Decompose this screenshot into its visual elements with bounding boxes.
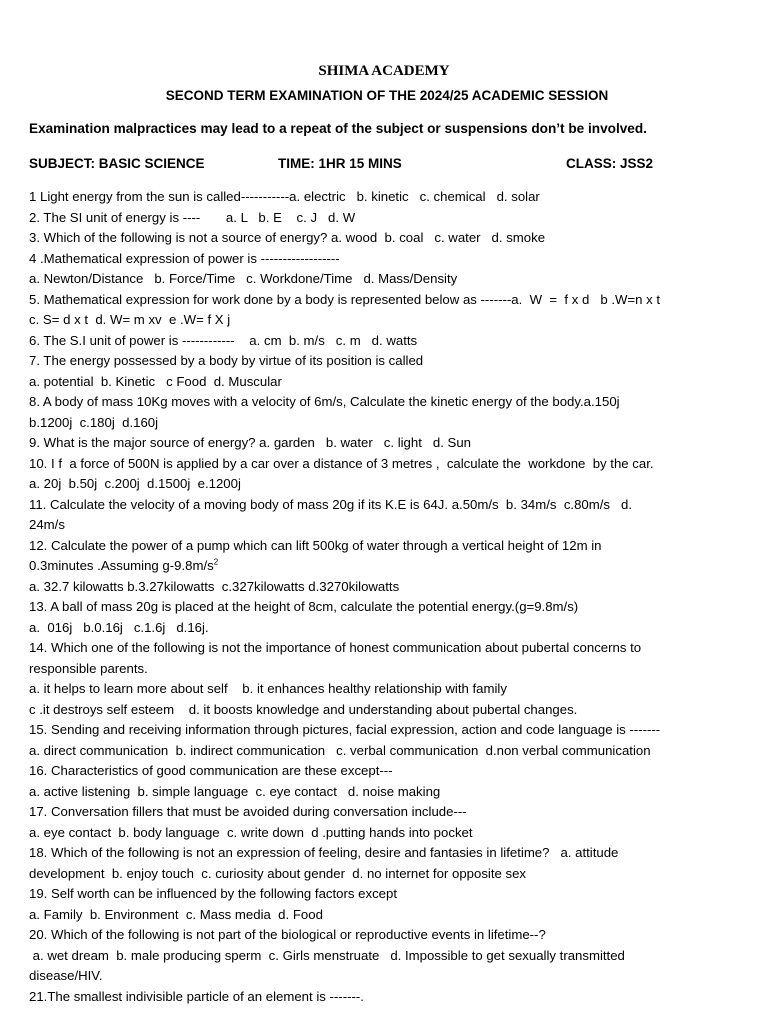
question-line: 7. The energy possessed by a body by virtue of its position is called xyxy=(29,353,424,368)
question-line: c .it destroys self esteem d. it boosts knowledge and understanding about pubertal changes. xyxy=(29,701,578,717)
exam-title: SECOND TERM EXAMINATION OF THE 2024/25 ACADEMIC SESSION xyxy=(165,88,609,103)
question-line: c. S= d x t d. W= m xv e .W= f X j xyxy=(29,312,231,327)
question-line: disease/HIV. xyxy=(29,968,103,983)
question-line: 3. Which of the following is not a source of energy? a. wood b. coal c. water d. smoke xyxy=(29,230,546,245)
question-line: a. 20j b.50j c.200j d.1500j e.1200j xyxy=(29,476,241,491)
question-line xyxy=(29,556,759,577)
question-line: a. direct communication b. indirect communication c. verbal communication d.non verbal communication xyxy=(29,742,651,758)
class-label: CLASS: JSS2 xyxy=(566,156,654,171)
question-line: 14. Which one of the following is not the importance of honest communication about pubertal concerns to xyxy=(29,640,642,655)
question-line: a. wet dream b. male producing sperm c. Girls menstruate d. Impossible to get sexually transmitted xyxy=(29,947,625,963)
question-line: 21.The smallest indivisible particle of an element is -------. xyxy=(29,988,364,1004)
question-line: a. 32.7 kilowatts b.3.27kilowatts c.327kilowatts d.3270kilowatts xyxy=(29,578,400,594)
question-line: 24m/s xyxy=(29,517,65,532)
superscript-exponent: 2 xyxy=(213,557,219,567)
question-line: a. Family b. Environment c. Mass media d. Food xyxy=(29,906,323,922)
question-line: a. Newton/Distance b. Force/Time c. Workdone/Time d. Mass/Density xyxy=(29,271,458,286)
question-line: 20. Which of the following is not part of the biological or reproductive events in lifetime--? xyxy=(29,927,546,942)
question-line: 1 Light energy from the sun is called-----------a. electric b. kinetic c. chemical d. solar xyxy=(29,189,540,204)
malpractice-warning: Examination malpractices may lead to a repeat of the subject or suspensions don’t be involved. xyxy=(29,121,647,136)
question-line: 16. Characteristics of good communication are these except--- xyxy=(29,763,393,778)
time-label: TIME: 1HR 15 MINS xyxy=(278,156,402,171)
question-line: 5. Mathematical expression for work done by a body is represented below as -------a. W = f x d b .W=n x t xyxy=(29,291,661,307)
question-line: 11. Calculate the velocity of a moving body of mass 20g if its K.E is 64J. a.50m/s b. 34m/s c.80m/s d. xyxy=(29,496,632,512)
question-line: a. active listening b. simple language c. eye contact d. noise making xyxy=(29,783,441,799)
question-line: 18. Which of the following is not an expression of feeling, desire and fantasies in lifetime? a. attitude xyxy=(29,845,619,860)
question-line: a. it helps to learn more about self b. it enhances healthy relationship with family xyxy=(29,681,507,696)
question-line: 2. The SI unit of energy is ---- a. L b. E c. J d. W xyxy=(29,209,356,225)
question-line: 8. A body of mass 10Kg moves with a velocity of 6m/s, Calculate the kinetic energy of the body.a.150j xyxy=(29,394,620,409)
question-line: 10. I f a force of 500N is applied by a car over a distance of 3 metres , calculate the workdone by the car. xyxy=(29,455,654,471)
question-line: 6. The S.I unit of power is ------------ a. cm b. m/s c. m d. watts xyxy=(29,332,418,348)
question-line: 13. A ball of mass 20g is placed at the height of 8cm, calculate the potential energy.(g=9.8m/s) xyxy=(29,599,579,614)
question-line: b.1200j c.180j d.160j xyxy=(29,414,159,430)
question-line: a. 016j b.0.16j c.1.6j d.16j. xyxy=(29,619,209,635)
question-list xyxy=(29,187,759,1007)
question-line: 15. Sending and receiving information through pictures, facial expression, action and code language is ------- xyxy=(29,722,661,737)
question-line: responsible parents. xyxy=(29,660,148,676)
question-line: 19. Self worth can be influenced by the following factors except xyxy=(29,886,398,901)
question-line: a. eye contact b. body language c. write down d .putting hands into pocket xyxy=(29,824,473,840)
question-line: 17. Conversation fillers that must be avoided during conversation include--- xyxy=(29,804,467,819)
question-line: development b. enjoy touch c. curiosity about gender d. no internet for opposite sex xyxy=(29,865,527,881)
question-line: 4 .Mathematical expression of power is ------------------ xyxy=(29,250,340,266)
question-text: 0.3minutes .Assuming g-9.8m/s xyxy=(29,558,214,573)
question-line: a. potential b. Kinetic c Food d. Muscular xyxy=(29,373,282,389)
school-name: SHIMA ACADEMY xyxy=(318,63,450,79)
question-line: 12. Calculate the power of a pump which can lift 500kg of water through a vertical height of 12m in xyxy=(29,537,602,553)
question-line: 9. What is the major source of energy? a. garden b. water c. light d. Sun xyxy=(29,435,472,450)
subject-label: SUBJECT: BASIC SCIENCE xyxy=(29,156,205,171)
